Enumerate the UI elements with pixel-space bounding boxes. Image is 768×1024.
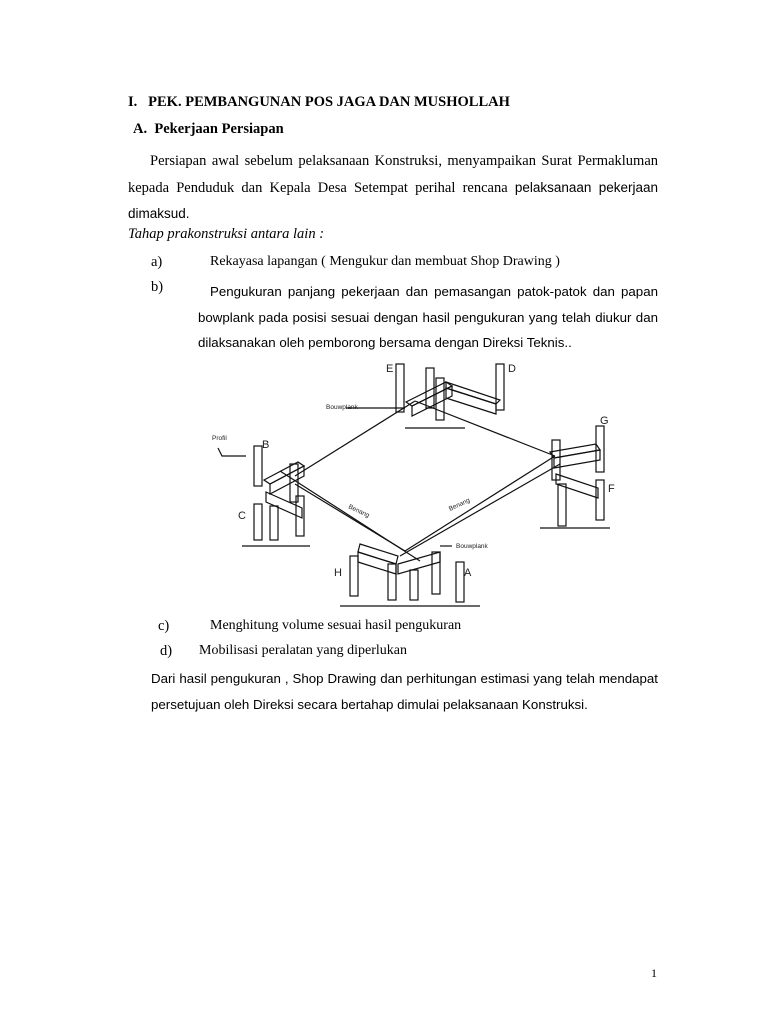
list-item-text-b: [198, 279, 658, 356]
list-item-text-d: Mobilisasi peralatan yang diperlukan: [199, 643, 407, 658]
thread-line: [405, 456, 555, 551]
thread-line: [280, 471, 420, 561]
label-a: A: [464, 567, 472, 579]
conclusion-paragraph: Dari hasil pengukuran , Shop Drawing dan perhitungan estimasi yang telah mendapat persetujuan oleh Direksi secara bertahap dimulai pelaksanaan Konstruksi.: [151, 671, 658, 712]
section-heading: [128, 94, 510, 111]
bouwplank-corner-left: [242, 446, 310, 546]
section-title: PEK. PEMBANGUNAN POS JAGA DAN MUSHOLLAH: [148, 94, 510, 110]
bouwplank-diagram: [200, 356, 628, 610]
subsection-title: Pekerjaan Persiapan: [154, 121, 284, 137]
label-g: G: [600, 415, 609, 427]
label-benang-left: Benang: [347, 503, 371, 520]
subsection-heading: [133, 121, 284, 138]
label-bouwplank-bottom: Bouwplank: [456, 543, 488, 550]
leader-line: [218, 448, 246, 456]
bouwplank-corner-top: [396, 364, 504, 428]
label-f: F: [608, 483, 615, 495]
list-item-text-c: Menghitung volume sesuai hasil pengukuran: [210, 618, 462, 633]
stage-intro: Tahap prakonstruksi antara lain :: [128, 226, 325, 242]
list-item-text-a: Rekayasa lapangan ( Mengukur dan membuat Shop Drawing ): [210, 254, 560, 269]
page-number: 1: [651, 966, 657, 980]
intro-paragraph: [128, 149, 658, 228]
label-d: D: [508, 363, 516, 375]
label-c: C: [238, 510, 246, 522]
bouwplank-corner-bottom: [340, 544, 480, 606]
list-item-text-b-content: Pengukuran panjang pekerjaan dan pemasangan patok-patok dan papan bowplank pada posisi sesuai dengan hasil pengukuran yang telah diukur dan dilaksanakan oleh pemborong bersama dengan Direksi Teknis..: [198, 284, 658, 350]
label-e: E: [386, 363, 394, 375]
list-item-label-d: d): [160, 643, 173, 659]
list-item-label-a: a): [151, 254, 163, 270]
label-h: H: [334, 567, 342, 579]
label-profil: Profil: [212, 435, 227, 442]
intro-paragraph-end: pelaksanaan pekerjaan dimaksud.: [128, 179, 658, 221]
intro-paragraph-text: Persiapan awal sebelum pelaksanaan Konstruksi, menyampaikan Surat Permakluman kepada Penduduk dan Kepala Desa Setempat perihal rencana: [128, 153, 658, 196]
list-item-label-c: c): [158, 618, 170, 634]
subsection-letter: A.: [133, 121, 148, 137]
label-bouwplank-top: Bouwplank: [326, 404, 358, 411]
label-benang-right: Benang: [447, 496, 472, 513]
section-number: I.: [128, 94, 138, 110]
list-item-label-b: b): [151, 279, 164, 295]
label-b: B: [262, 439, 270, 451]
bouwplank-corner-right: [540, 426, 610, 528]
